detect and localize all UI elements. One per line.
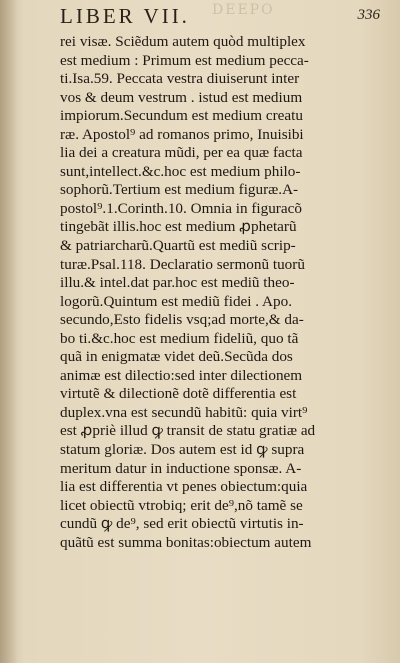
text-line: lia dei a creatura mũdi, per ea quæ facta: [60, 144, 303, 162]
text-line: quãtũ est summa bonitas:obiectum autem: [60, 533, 312, 551]
text-line: & patriarcharũ.Quartũ est mediũ scrip-: [60, 237, 296, 255]
text-line: vos & deum vestrum . istud est medium: [60, 88, 303, 106]
text-line: virtutẽ & dilectionẽ dotẽ differentia est: [60, 385, 297, 403]
text-line: quã in enigmatæ videt deũ.Secũda dos: [60, 348, 293, 366]
text-line: cundũ ꝙ de⁹, sed erit obiectũ virtutis in-: [60, 515, 304, 533]
text-line: logorũ.Quintum est mediũ fidei . Apo.: [60, 292, 293, 310]
text-line: licet obiectũ vtrobiq; erit de⁹,nõ tamẽ se: [60, 496, 303, 514]
text-line: statum gloriæ. Dos autem est id ꝙ supra: [60, 441, 305, 459]
text-line: ti.Isa.59. Peccata vestra diuiserunt inter: [60, 70, 300, 88]
body-text: [60, 33, 380, 552]
text-line: est medium : Primum est medium pecca-: [60, 51, 309, 69]
bleed-through-text: DEEPO: [212, 2, 275, 18]
text-line: impiorum.Secundum est medium creatu: [60, 107, 303, 125]
page-number: 336: [357, 7, 380, 23]
text-line: rei visæ. Sciẽdum autem quòd multiplex: [60, 33, 306, 50]
text-line: ræ. Apostol⁹ ad romanos primo, Inuisibi: [60, 125, 304, 143]
text-line: meritum datur in inductione sponsæ. A-: [60, 459, 302, 477]
text-line: animæ est dilectio:sed inter dilectionem: [60, 366, 303, 384]
text-line: duplex.vna est secundũ habitũ: quia virt⁹: [60, 403, 308, 421]
text-line: postol⁹.1.Corinth.10. Omnia in figuracõ: [60, 199, 302, 217]
text-line: turæ.Psal.118. Declaratio sermonũ tuorũ: [60, 255, 305, 273]
text-line: bo ti.&c.hoc est medium fideliũ, quo tã: [60, 329, 299, 347]
running-title: LIBER VII.: [60, 4, 190, 28]
gutter-shadow: [0, 0, 18, 663]
text-line: lia est differentia vt penes obiectum:quia: [60, 478, 308, 496]
text-line: tingebãt illis.hoc est medium ꝓphetarũ: [60, 218, 297, 236]
text-line: secundo,Esto fidelis vsq;ad morte,& da-: [60, 311, 304, 329]
text-line: sophorũ.Tertium est medium figuræ.A-: [60, 181, 299, 199]
page-header: [60, 4, 380, 26]
text-line: illu.& intel.dat par.hoc est mediũ theo-: [60, 274, 295, 292]
text-line: est ꝓpriè illud ꝙ transit de statu gratiæ ad: [60, 422, 316, 440]
text-line: sunt,intellect.&c.hoc est medium philo-: [60, 162, 301, 180]
